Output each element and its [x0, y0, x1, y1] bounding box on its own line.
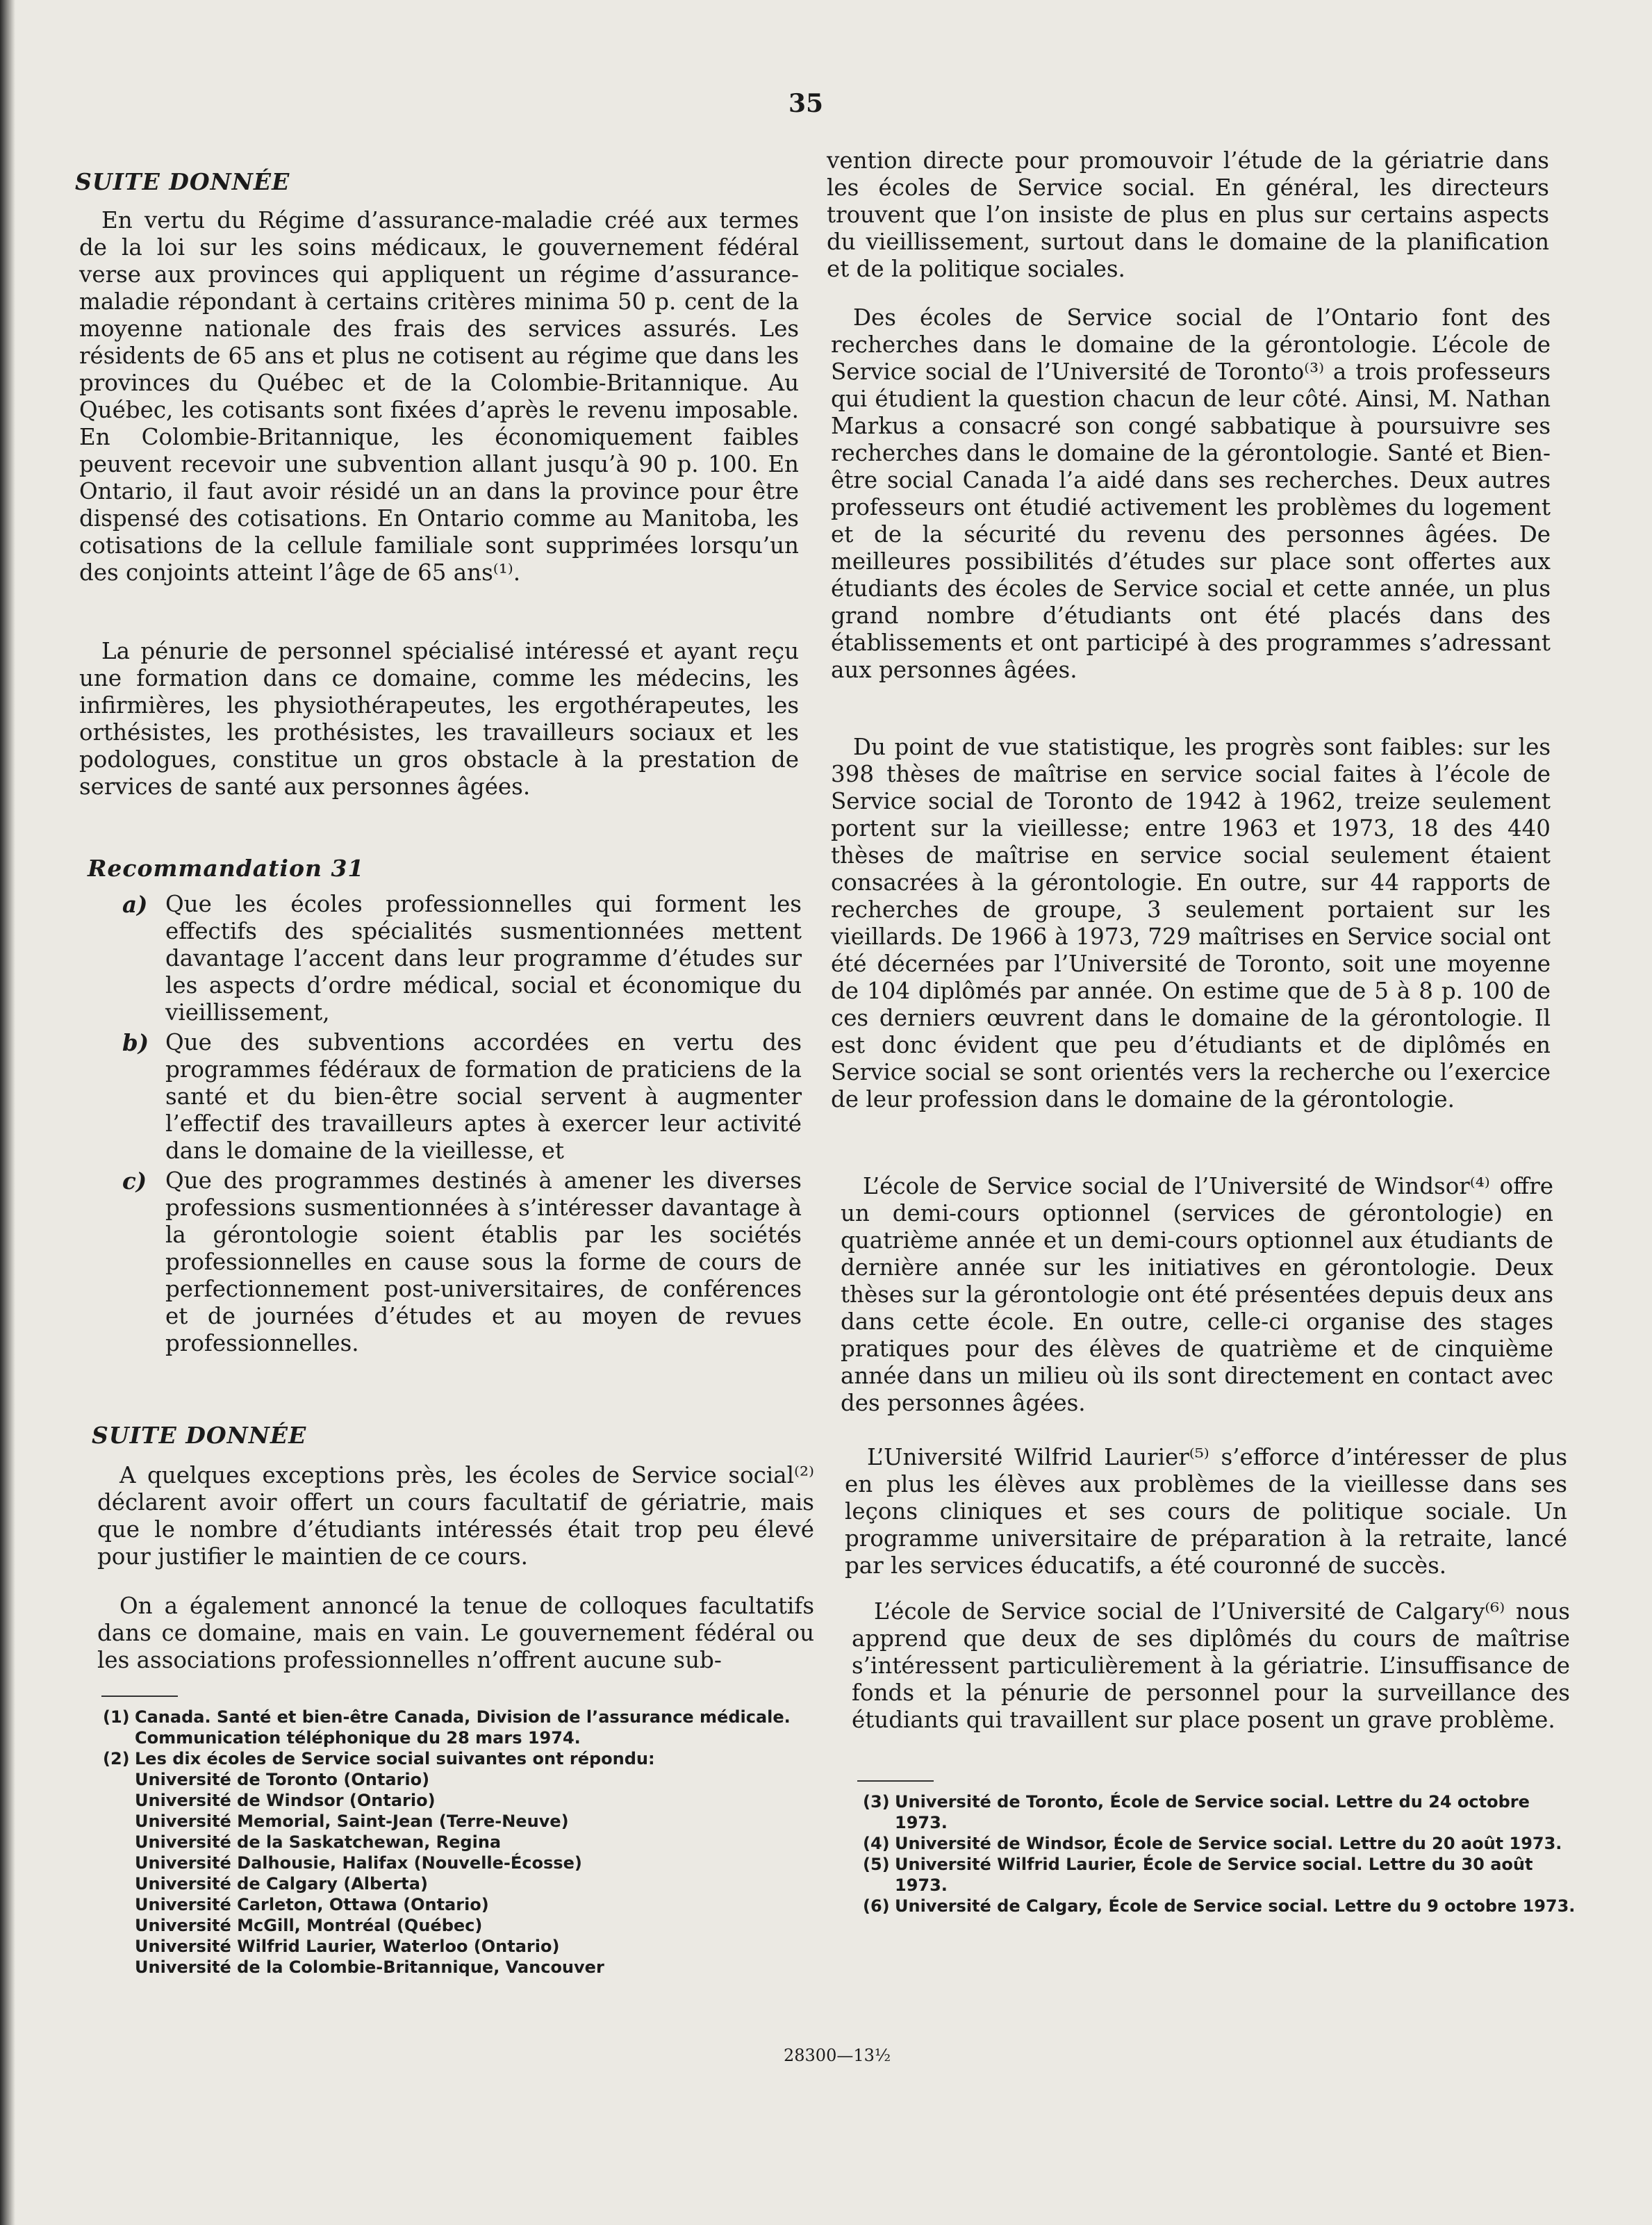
footnote-4 [863, 1833, 1583, 1854]
left-paragraph-1: En vertu du Régime d’assurance-maladie créé aux termes de la loi sur les soins médicaux, le gouvernement fédéral verse aux provinces qui appliquent un régime d’assurance-maladie répondant à certains critères minima 50 p. cent de la moyenne nationale des frais des services assurés. Les résidents de 65 ans et plus ne cotisent au régime que dans les provinces du Québec et de la Colombie-Britannique. Au Québec, les cotisants sont fixées d’après le revenu imposable. En Colombie-Britannique, les économiquement faibles peuvent recevoir une subvention allant jusqu’à 90 p. 100. En Ontario, il faut avoir résidé un an dans la province pour être dispensé des cotisations. En Ontario comme au Manitoba, les cotisations de la cellule familiale sont supprimées lorsqu’un des conjoints atteint l’âge de 65 ans⁽¹⁾. [79, 207, 799, 586]
university-list-item: Université de Calgary (Alberta) [135, 1874, 428, 1894]
right-paragraph-6: L’école de Service social de l’Université de Calgary⁽⁶⁾ nous apprend que deux de ses diplômés du cours de maîtrise s’intéressent particulièrement à la gériatrie. L’insuffisance de fonds et la pénurie de personnel pour la surveillance des étudiants qui travaillent sur place posent un grave problème. [852, 1598, 1570, 1733]
left-paragraph-4: On a également annoncé la tenue de colloques facultatifs dans ce domaine, mais en vain. Le gouvernement fédéral ou les associations professionnelles n’offrent aucune sub- [97, 1593, 814, 1673]
heading-suite-donnee-2: SUITE DONNÉE [92, 1422, 307, 1449]
university-list-item: Université de la Colombie-Britannique, Vancouver [135, 1957, 604, 1977]
footnote-2 [103, 1748, 818, 1978]
recommendation-letter: a) [122, 891, 148, 918]
right-paragraph-2: Des écoles de Service social de l’Ontario font des recherches dans le domaine de la gérontologie. L’école de Service social de l’Université de Toronto⁽³⁾ a trois professeurs qui étudient la question chacun de leur côté. Ainsi, M. Nathan Markus a consacré son congé sabbatique à poursuivre ses recherches dans le domaine de la gérontologie. Santé et Bien-être social Canada l’a aidé dans ses recherches. Deux autres professeurs ont étudié activement les problèmes du logement et de la sécurité du revenu des personnes âgées. De meilleures possibilités d’études sur place sont offertes aux étudiants des écoles de Service social et cette année, un plus grand nombre d’étudiants ont été placés dans des établissements et ont participé à des programmes s’adressant aux personnes âgées. [831, 304, 1551, 683]
footnotes-right [863, 1791, 1583, 1916]
recommendation-heading: Recommandation 31 [88, 855, 365, 882]
footnote-number: (5) [863, 1855, 890, 1874]
left-paragraph-2: La pénurie de personnel spécialisé intéressé et ayant reçu une formation dans ce domaine, comme les médecins, les infirmières, les physiothérapeutes, les ergothérapeutes, les orthésistes, les prothésistes, les travailleurs sociaux et les podologues, constitue un gros obstacle à la prestation de services de santé aux personnes âgées. [79, 638, 799, 800]
right-paragraph-4: L’école de Service social de l’Université de Windsor⁽⁴⁾ offre un demi-cours optionnel (services de gérontologie) en quatrième année et un demi-cours optionnel aux étudiants de dernière année sur les initiatives en gérontologie. Deux thèses sur la gérontologie ont été présentées depuis deux ans dans cette école. En outre, celle-ci organise des stages pratiques pour des élèves de quatrième et de cinquième année dans un milieu où ils sont directement en contact avec des personnes âgées. [841, 1173, 1553, 1416]
footer-print-code: 28300—13½ [784, 2046, 891, 2065]
footnote-5 [863, 1854, 1583, 1896]
right-paragraph-3: Du point de vue statistique, les progrès sont faibles: sur les 398 thèses de maîtrise en service social faites à l’école de Service social de Toronto de 1942 à 1962, treize seulement portent sur la vieillesse; entre 1963 et 1973, 18 des 440 thèses de maîtrise en service social seulement étaient consacrées à la gérontologie. En outre, sur 44 rapports de recherches de groupe, 3 seulement portaient sur les vieillards. De 1966 à 1973, 729 maîtrises en Service social ont été décernées par l’Université de Toronto, soit une moyenne de 104 diplômés par année. On estime que de 5 à 8 p. 100 de ces derniers œuvrent dans le domaine de la gérontologie. Il est donc évident que peu d’étudiants et de diplômés en Service social se sont orientés vers la recherche ou l’exercice de leur profession dans le domaine de la gérontologie. [831, 734, 1551, 1112]
recommendation-item-b [79, 1029, 802, 1165]
recommendation-item-a [79, 891, 802, 1026]
recommendation-letter: c) [122, 1167, 147, 1194]
footnote-number: (3) [863, 1792, 890, 1812]
university-list-item: Université de Windsor (Ontario) [135, 1791, 436, 1810]
university-list-item: Université Memorial, Saint-Jean (Terre-Neuve) [135, 1812, 569, 1831]
university-list-item: Université Wilfrid Laurier, Waterloo (Ontario) [135, 1937, 560, 1956]
university-list-item: Université Dalhousie, Halifax (Nouvelle-Écosse) [135, 1853, 582, 1873]
footnote-number: (4) [863, 1834, 890, 1853]
footnote-text: Canada. Santé et bien-être Canada, Division de l’assurance médicale. Communication téléphonique du 28 mars 1974. [135, 1707, 791, 1748]
footnote-number: (1) [103, 1707, 130, 1727]
recommendation-text: Que des subventions accordées en vertu des programmes fédéraux de formation de praticiens de la santé et du bien-être social servent à augmenter l’effectif des travailleurs aptes à exercer leur activité dans le domaine de la vieillesse, et [165, 1029, 802, 1164]
recommendation-text: Que les écoles professionnelles qui forment les effectifs des spécialités susmentionnées mettent davantage l’accent dans leur programme d’études sur les aspects d’ordre médical, social et économique du vieillissement, [165, 891, 802, 1026]
footnote-6 [863, 1896, 1583, 1916]
footnote-text: Université Wilfrid Laurier, École de Service social. Lettre du 30 août 1973. [895, 1855, 1533, 1895]
heading-suite-donnee-1: SUITE DONNÉE [75, 168, 290, 195]
university-list-item: Université de la Saskatchewan, Regina [135, 1832, 502, 1852]
footnote-text: Université de Toronto, École de Service social. Lettre du 24 octobre 1973. [895, 1792, 1530, 1832]
footnote-rule [857, 1780, 934, 1782]
scan-edge [0, 0, 15, 2225]
footnote-text: Les dix écoles de Service social suivantes ont répondu: [135, 1749, 655, 1768]
recommendation-list [79, 891, 802, 1360]
footnote-text: Université de Calgary, École de Service social. Lettre du 9 octobre 1973. [895, 1896, 1576, 1916]
footnote-1 [103, 1707, 818, 1748]
recommendation-letter: b) [122, 1029, 149, 1056]
university-list-item: Université de Toronto (Ontario) [135, 1770, 430, 1789]
footnote-number: (2) [103, 1749, 130, 1768]
right-paragraph-1: vention directe pour promouvoir l’étude de la gériatrie dans les écoles de Service social. En général, les directeurs trouvent que l’on insiste de plus en plus sur certains aspects du vieillissement, surtout dans le domaine de la planification et de la politique sociales. [827, 147, 1549, 282]
university-list-item: Université McGill, Montréal (Québec) [135, 1916, 483, 1935]
university-list-item: Université Carleton, Ottawa (Ontario) [135, 1895, 489, 1914]
footnote-text: Université de Windsor, École de Service social. Lettre du 20 août 1973. [895, 1834, 1562, 1853]
recommendation-text: Que des programmes destinés à amener les diverses professions susmentionnées à s’intéresser davantage à la gérontologie soient établis par les sociétés professionnelles en cause sous la forme de cours de perfectionnement post-universitaires, de conférences et de journées d’études et au moyen de revues professionnelles. [165, 1167, 802, 1356]
right-paragraph-5: L’Université Wilfrid Laurier⁽⁵⁾ s’efforce d’intéresser de plus en plus les élèves aux problèmes de la vieillesse dans ses leçons cliniques et ses cours de politique sociale. Un programme universitaire de préparation à la retraite, lancé par les services éducatifs, a été couronné de succès. [845, 1444, 1567, 1579]
footnote-3 [863, 1791, 1583, 1833]
recommendation-item-c [79, 1167, 802, 1357]
footnote-number: (6) [863, 1896, 890, 1916]
footnotes-left [103, 1707, 818, 1978]
left-paragraph-3: A quelques exceptions près, les écoles de Service social⁽²⁾ déclarent avoir offert un cours facultatif de gériatrie, mais que le nombre d’étudiants intéressés était trop peu élevé pour justifier le maintien de ce cours. [97, 1462, 814, 1570]
footnote-rule [101, 1696, 178, 1697]
page-number: 35 [788, 89, 824, 118]
